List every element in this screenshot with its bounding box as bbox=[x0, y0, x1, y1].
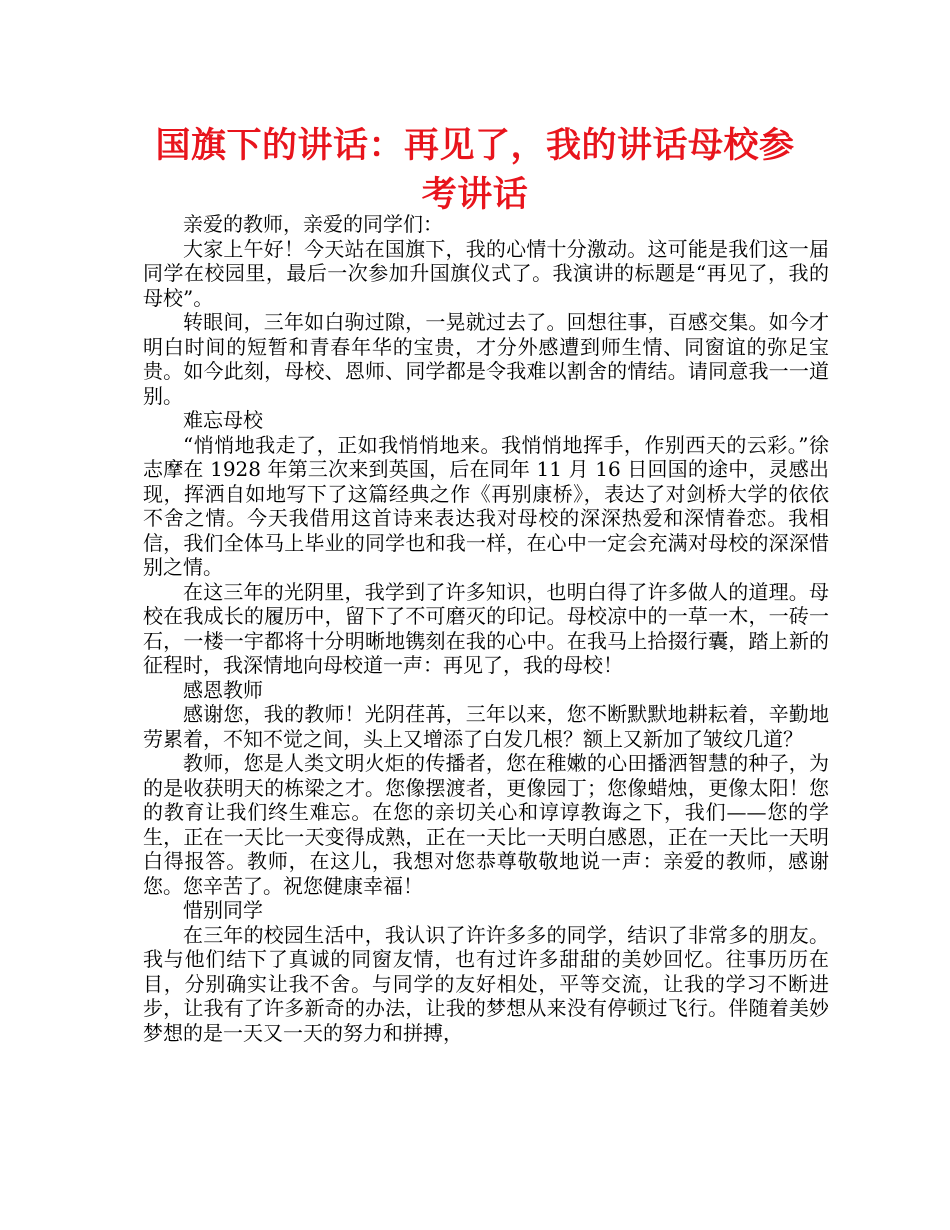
paragraph: 在三年的校园生活中，我认识了许许多多的同学，结识了非常多的朋友。我与他们结下了真诚的同窗友情，也有过许多甜甜的美妙回忆。往事历历在目，分别确实让我不舍。与同学的友好相处，平等交流，让我的学习不断进步，让我有了许多新奇的办法，让我的梦想从来没有停顿过飞行。伴随着美妙梦想的是一天又一天的努力和拼搏， bbox=[143, 922, 829, 1045]
paragraph-salutation: 亲爱的教师，亲爱的同学们： bbox=[183, 212, 443, 236]
section-heading: 惜别同学 bbox=[183, 898, 263, 922]
paragraph: 转眼间，三年如白驹过隙，一晃就过去了。回想往事，百感交集。如今才明白时间的短暂和青春年华的宝贵，才分外感遭到师生情、同窗谊的弥足宝贵。如今此刻，母校、恩师、同学都是令我难以割舍的情结。请同意我一一道别。 bbox=[143, 310, 829, 408]
section-heading: 难忘母校 bbox=[183, 408, 263, 432]
paragraph: 在这三年的光阴里，我学到了许多知识，也明白得了许多做人的道理。母校在我成长的履历中，留下了不可磨灭的印记。母校凉中的一草一木，一砖一石，一楼一宇都将十分明晰地镌刻在我的心中。在我马上拾掇行囊，踏上新的征程时，我深情地向母校道一声：再见了，我的母校！ bbox=[143, 579, 829, 677]
paragraph: 大家上午好！今天站在国旗下，我的心情十分激动。这可能是我们这一届同学在校园里，最后一次参加升国旗仪式了。我演讲的标题是“再见了，我的母校”。 bbox=[143, 236, 829, 310]
document-title: 国旗下的讲话：再见了，我的讲话母校参考讲话 bbox=[155, 126, 795, 215]
paragraph: 感谢您，我的教师！光阴荏苒，三年以来，您不断默默地耕耘着，辛勤地劳累着，不知不觉之间，头上又增添了白发几根？额上又新加了皱纹几道？ bbox=[143, 702, 829, 751]
section-heading: 感恩教师 bbox=[183, 677, 263, 702]
paragraph: 教师，您是人类文明火炬的传播者，您在稚嫩的心田播洒智慧的种子，为的是收获明天的栋梁之才。您像摆渡者，更像园丁；您像蜡烛，更像太阳！您的教育让我们终生难忘。在您的亲切关心和谆谆教诲之下，我们——您的学生，正在一天比一天变得成熟，正在一天比一天明白感恩，正在一天比一天明白得报答。教师，在这儿，我想对您恭尊敬敬地说一声：亲爱的教师，感谢您。您辛苦了。祝您健康幸福！ bbox=[143, 751, 829, 898]
document-body bbox=[143, 212, 829, 1045]
paragraph: “悄悄地我走了，正如我悄悄地来。我悄悄地挥手，作别西天的云彩。”徐志摩在 1928 年第三次来到英国，后在同年 11 月 16 日回国的途中，灵感出现，挥洒自如地写下了这篇经典之作《再别康桥》，表达了对剑桥大学的依依不舍之情。今天我借用这首诗来表达我对母校的深深热爱和深情眷恋。我相信，我们全体马上毕业的同学也和我一样，在心中一定会充满对母校的深深惜别之情。 bbox=[143, 432, 829, 579]
